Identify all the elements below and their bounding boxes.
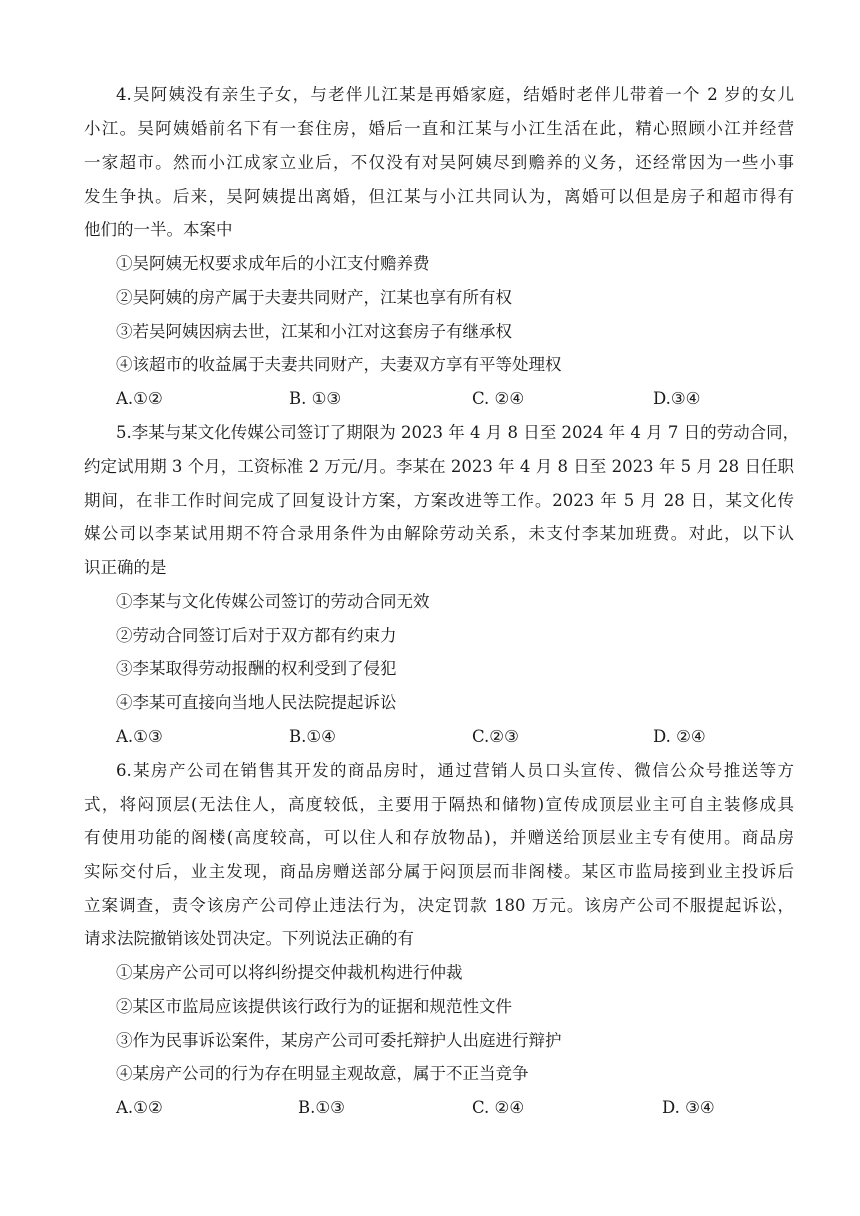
question-4-choice-a: A.①②: [116, 389, 163, 408]
question-5-stem-line: 约定试用期 3 个月，工资标准 2 万元/月。李某在 2023 年 4 月 8 日至 2023 年 5 月 28 日任职: [84, 457, 794, 476]
question-4-option-1: ①吴阿姨无权要求成年后的小江支付赡养费: [116, 254, 430, 273]
question-4-choice-c: C. ②④: [472, 389, 525, 408]
question-5-option-1: ①李某与文化传媒公司签订的劳动合同无效: [116, 592, 430, 611]
question-6-stem-line: 有使用功能的阁楼(高度较高，可以住人和存放物品)，并赠送给顶层业主专有使用。商品房: [84, 828, 794, 847]
question-6-stem-line: 6.某房产公司在销售其开发的商品房时，通过营销人员口头宣传、微信公众号推送等方: [116, 761, 794, 780]
question-6-stem-line: 实际交付后，业主发现，商品房赠送部分属于闷顶层而非阁楼。某区市监局接到业主投诉后: [84, 862, 794, 881]
question-6-stem-line: 式，将闷顶层(无法住人，高度较低，主要用于隔热和储物)宣传成顶层业主可自主装修成具: [84, 795, 794, 814]
question-4-choice-d: D.③④: [653, 389, 701, 408]
question-5-option-2: ②劳动合同签订后对于双方都有约束力: [116, 626, 397, 645]
question-5-stem-line: 识正确的是: [84, 558, 167, 577]
question-6-stem-line: 请求法院撤销该处罚决定。下列说法正确的有: [84, 929, 414, 948]
question-5-option-4: ④李某可直接向当地人民法院提起诉讼: [116, 693, 397, 712]
question-5-stem-line: 期间，在非工作时间完成了回复设计方案，方案改进等工作。2023 年 5 月 28 日，某文化传: [84, 491, 794, 510]
question-4-option-3: ③若吴阿姨因病去世，江某和小江对这套房子有继承权: [116, 322, 512, 341]
question-4-option-2: ②吴阿姨的房产属于夫妻共同财产，江某也享有所有权: [116, 288, 512, 307]
question-6-option-1: ①某房产公司可以将纠纷提交仲裁机构进行仲裁: [116, 963, 463, 982]
question-6-option-3: ③作为民事诉讼案件，某房产公司可委托辩护人出庭进行辩护: [116, 1031, 562, 1050]
question-5-choice-c: C.②③: [472, 727, 519, 746]
question-5-choice-d: D. ②④: [653, 727, 706, 746]
question-4-stem-line: 他们的一半。本案中: [84, 220, 233, 239]
question-5-stem-line: 媒公司以李某试用期不符合录用条件为由解除劳动关系，未支付李某加班费。对此，以下认: [84, 524, 794, 543]
question-5-option-3: ③李某取得劳动报酬的权利受到了侵犯: [116, 659, 397, 678]
question-4-stem-line: 小江。吴阿姨婚前名下有一套住房，婚后一直和江某与小江生活在此，精心照顾小江并经营: [84, 119, 794, 138]
question-5-choice-a: A.①③: [116, 727, 163, 746]
question-4-option-4: ④该超市的收益属于夫妻共同财产，夫妻双方享有平等处理权: [116, 355, 562, 374]
question-6-choice-d: D. ③④: [662, 1098, 715, 1117]
question-6-option-2: ②某区市监局应该提供该行政行为的证据和规范性文件: [116, 997, 512, 1016]
question-5-stem-line: 5.李某与某文化传媒公司签订了期限为 2023 年 4 月 8 日至 2024 年 4 月 7 日的劳动合同，: [116, 423, 800, 442]
question-6-option-4: ④某房产公司的行为存在明显主观故意，属于不正当竞争: [116, 1064, 529, 1083]
question-4-stem-line: 发生争执。后来，吴阿姨提出离婚，但江某与小江共同认为，离婚可以但是房子和超市得有: [84, 187, 794, 206]
question-4-stem-line: 一家超市。然而小江成家立业后，不仅没有对吴阿姨尽到赡养的义务，还经常因为一些小事: [84, 153, 794, 172]
question-6-choice-b: B.①③: [298, 1098, 345, 1117]
question-6-stem-line: 立案调查，责令该房产公司停止违法行为，决定罚款 180 万元。该房产公司不服提起诉讼，: [84, 896, 794, 915]
question-6-choice-c: C. ②④: [472, 1098, 525, 1117]
question-5-choice-b: B.①④: [289, 727, 336, 746]
question-6-choice-a: A.①②: [116, 1098, 163, 1117]
question-4-choice-b: B. ①③: [289, 389, 342, 408]
question-4-stem-line: 4.吴阿姨没有亲生子女，与老伴儿江某是再婚家庭，结婚时老伴儿带着一个 2 岁的女儿: [116, 85, 794, 104]
